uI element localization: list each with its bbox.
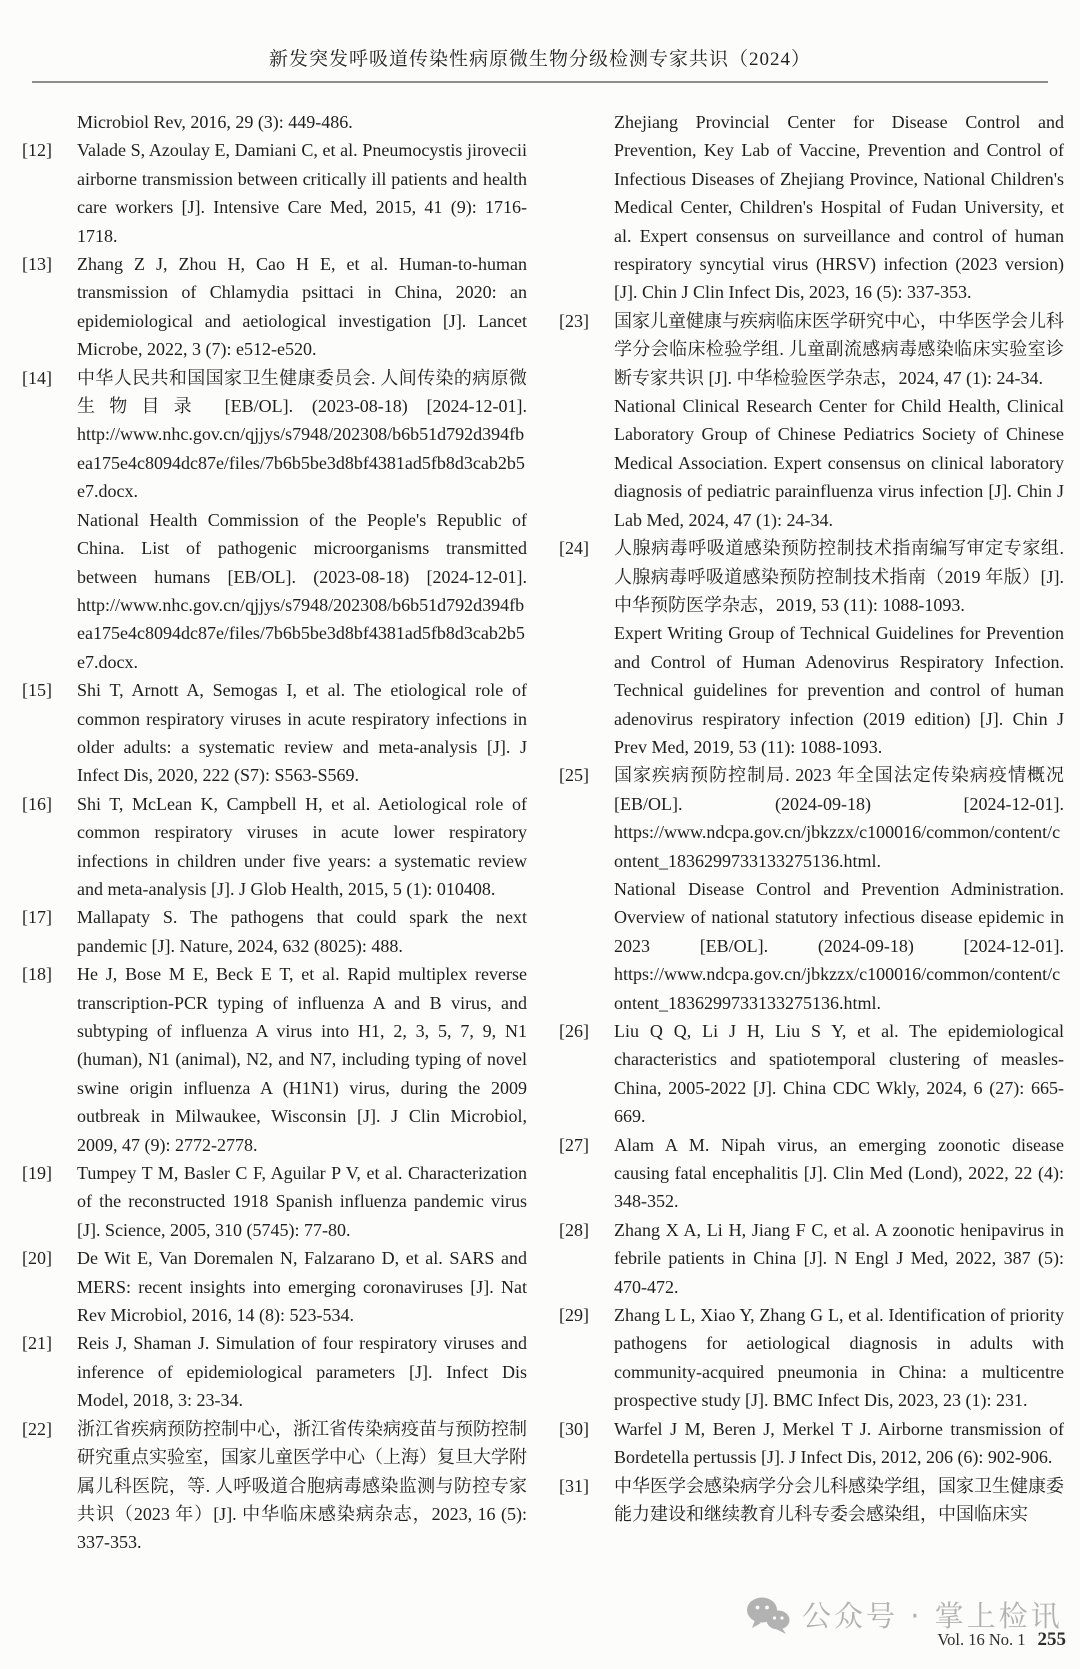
- page-header-title: 新发突发呼吸道传染性病原微生物分级检测专家共识（2024）: [268, 49, 811, 70]
- volume-label: Vol. 16 No. 1: [937, 1630, 1026, 1649]
- reference-item: [20, 1159, 527, 1244]
- reference-text: National Health Commission of the People's Republic of China. List of pathogenic microorganisms transmitted between humans [EB/OL]. (2023-08-18) [2024-12-01]. http://www.nhc.gov.cn/qjjys/s7948/202308/b6b51d792d394fbea175e4c8094dc87e/files/7b6b5be3d8bf4381ad5fb8d3cab2b5e7.docx.: [77, 509, 527, 672]
- reference-number: [29]: [559, 1305, 589, 1326]
- reference-item: [20, 903, 527, 960]
- reference-item: [20, 1244, 527, 1329]
- reference-text: 中华人民共和国国家卫生健康委员会. 人间传染的病原微生物目录 [EB/OL]. (2023-08-18) [2024-12-01]. http://www.nhc.gov.cn/qjjys/s7948/202308/b6b51d792d394fbea175e4c8094dc87e/files/7b6b5be3d8bf4381ad5fb8d3cab2b5e7.docx.: [77, 367, 527, 502]
- reference-text: Shi T, McLean K, Campbell H, et al. Aetiological role of common respiratory viruses in acute lower respiratory infections in children under five years: a systematic review and meta-analysis [J]. J Glob Health, 2015, 5 (1): 010408.: [77, 793, 527, 899]
- reference-number: [16]: [22, 793, 52, 814]
- reference-item: [20, 960, 527, 1159]
- reference-number: [17]: [22, 907, 52, 928]
- header-divider: [32, 81, 1048, 83]
- reference-text: Valade S, Azoulay E, Damiani C, et al. Pneumocystis jirovecii airborne transmission between critically ill patients and health care workers [J]. Intensive Care Med, 2015, 41 (9): 1716-1718.: [77, 140, 527, 246]
- reference-item: [557, 1216, 1064, 1301]
- reference-item: [20, 1415, 527, 1557]
- references-section: [20, 108, 1064, 1557]
- reference-text: National Clinical Research Center for Child Health, Clinical Laboratory Group of Chinese Pediatrics Society of Chinese Medical Association. Expert consensus on clinical laboratory diagnosis of pediatric parainfluenza virus infection [J]. Chin J Lab Med, 2024, 47 (1): 24-34.: [614, 396, 1064, 530]
- reference-text: National Disease Control and Prevention Administration. Overview of national statutory infectious disease epidemic in 2023 [EB/OL]. (2024-09-18) [2024-12-01]. https://www.ndcpa.gov.cn/jbkzzx/c100016/common/content/content_1836299733133275136.html.: [614, 878, 1064, 1013]
- reference-text: Zhang Z J, Zhou H, Cao H E, et al. Human-to-human transmission of Chlamydia psittaci in China, 2020: an epidemiological and aetiological investigation [J]. Lancet Microbe, 2022, 3 (7): e512-e520.: [77, 254, 527, 360]
- reference-text: He J, Bose M E, Beck E T, et al. Rapid multiplex reverse transcription-PCR typing of influenza A and B virus, and subtyping of influenza A virus into H1, 2, 3, 5, 7, 9, N1 (human), N1 (animal), N2, and N7, including typing of novel swine origin influenza A (H1N1) virus, during the 2009 outbreak in Milwaukee, Wisconsin [J]. J Clin Microbiol, 2009, 47 (9): 2772-2778.: [77, 964, 527, 1155]
- reference-text: 浙江省疾病预防控制中心，浙江省传染病疫苗与预防控制研究重点实验室，国家儿童医学中心（上海）复旦大学附属儿科医院，等. 人呼吸道合胞病毒感染监测与防控专家共识（2023 年）[J]. 中华临床感染病杂志，2023, 16 (5): 337-353.: [77, 1418, 527, 1553]
- reference-number: [21]: [22, 1333, 52, 1354]
- reference-item: [20, 790, 527, 904]
- reference-item: [557, 307, 1064, 392]
- reference-number: [27]: [559, 1134, 589, 1155]
- reference-item: [20, 1329, 527, 1414]
- reference-item: [557, 619, 1064, 761]
- references-column-left: [20, 108, 527, 1557]
- reference-text: Tumpey T M, Basler C F, Aguilar P V, et al. Characterization of the reconstructed 1918 Spanish influenza pandemic virus [J]. Science, 2005, 310 (5745): 77-80.: [77, 1163, 527, 1240]
- reference-text: De Wit E, Van Doremalen N, Falzarano D, et al. SARS and MERS: recent insights into emerging coronaviruses [J]. Nat Rev Microbiol, 2016, 14 (8): 523-534.: [77, 1248, 527, 1326]
- reference-number: [24]: [559, 538, 589, 559]
- reference-number: [25]: [559, 765, 589, 786]
- reference-item: [557, 1301, 1064, 1415]
- reference-item: [557, 1415, 1064, 1472]
- reference-text: Liu Q Q, Li J H, Liu S Y, et al. The epidemiological characteristics and spatiotemporal clustering of measles-China, 2005-2022 [J]. China CDC Wkly, 2024, 6 (27): 665-669.: [614, 1021, 1064, 1127]
- reference-number: [12]: [22, 140, 52, 161]
- reference-number: [14]: [22, 367, 52, 388]
- reference-text: Alam A M. Nipah virus, an emerging zoonotic disease causing fatal encephalitis [J]. Clin Med (Lond), 2022, 22 (4): 348-352.: [614, 1134, 1064, 1212]
- reference-item: [557, 534, 1064, 619]
- reference-item: [557, 392, 1064, 534]
- reference-text: Microbiol Rev, 2016, 29 (3): 449-486.: [77, 112, 353, 132]
- reference-text: Warfel J M, Beren J, Merkel T J. Airborne transmission of Bordetella pertussis [J]. J Infect Dis, 2012, 206 (6): 902-906.: [614, 1418, 1064, 1468]
- reference-item: [557, 1472, 1064, 1529]
- reference-number: [18]: [22, 964, 52, 985]
- reference-text: Mallapaty S. The pathogens that could spark the next pandemic [J]. Nature, 2024, 632 (8025): 488.: [77, 907, 527, 956]
- reference-text: 人腺病毒呼吸道感染预防控制技术指南编写审定专家组. 人腺病毒呼吸道感染预防控制技术指南（2019 年版）[J]. 中华预防医学杂志，2019, 53 (11): 1088-1093.: [614, 538, 1064, 615]
- reference-item: [20, 364, 527, 506]
- reference-text: Zhejiang Provincial Center for Disease Control and Prevention, Key Lab of Vaccine, Prevention and Control of Infectious Diseases of Zhejiang Province, National Children's Medical Center, Children's Hospital of Fudan University, et al. Expert consensus on surveillance and control of human respiratory syncytial virus (HRSV) infection (2023 version) [J]. Chin J Clin Infect Dis, 2023, 16 (5): 337-353.: [614, 112, 1064, 303]
- reference-item: [20, 506, 527, 676]
- reference-text: 国家儿童健康与疾病临床医学研究中心，中华医学会儿科学分会临床检验学组. 儿童副流感病毒感染临床实验室诊断专家共识 [J]. 中华检验医学杂志，2024, 47 (1): 24-34.: [614, 310, 1064, 388]
- reference-text: Expert Writing Group of Technical Guidelines for Prevention and Control of Human Adenovirus Respiratory Infection. Technical guidelines for prevention and control of human adenovirus respiratory infection (2019 edition) [J]. Chin J Prev Med, 2019, 53 (11): 1088-1093.: [614, 623, 1064, 757]
- watermark-text: 公众号 · 掌上检讯: [802, 1599, 1063, 1633]
- references-column-right: [557, 108, 1064, 1557]
- page-number: 255: [1037, 1629, 1066, 1650]
- reference-item: [20, 250, 527, 364]
- reference-item: [557, 1131, 1064, 1216]
- reference-number: [30]: [559, 1418, 589, 1439]
- reference-item: [557, 1017, 1064, 1131]
- reference-number: [28]: [559, 1219, 589, 1240]
- reference-number: [13]: [22, 254, 52, 275]
- reference-number: [20]: [22, 1248, 52, 1269]
- reference-number: [26]: [559, 1021, 589, 1041]
- reference-item: [20, 108, 527, 136]
- reference-text: Shi T, Arnott A, Semogas I, et al. The etiological role of common respiratory viruses in acute respiratory infections in older adults: a systematic review and meta-analysis [J]. J Infect Dis, 2020, 222 (S7): S563-S569.: [77, 680, 527, 786]
- reference-text: Zhang L L, Xiao Y, Zhang G L, et al. Identification of priority pathogens for aetiological diagnosis in adults with community-acquired pneumonia in China: a multicentre prospective study [J]. BMC Infect Dis, 2023, 23 (1): 231.: [614, 1305, 1064, 1411]
- reference-text: Reis J, Shaman J. Simulation of four respiratory viruses and inference of epidemiological parameters [J]. Infect Dis Model, 2018, 3: 23-34.: [77, 1333, 527, 1411]
- reference-item: [20, 136, 527, 250]
- reference-text: 中华医学会感染病学分会儿科感染学组，国家卫生健康委能力建设和继续教育儿科专委会感染组，中国临床实: [614, 1475, 1064, 1524]
- reference-number: [15]: [22, 680, 52, 701]
- reference-item: [557, 108, 1064, 307]
- reference-text: Zhang X A, Li H, Jiang F C, et al. A zoonotic henipavirus in febrile patients in China [J]. N Engl J Med, 2022, 387 (5): 470-472.: [614, 1219, 1064, 1297]
- reference-number: [22]: [22, 1418, 52, 1439]
- footer-volume-line: [937, 1629, 1066, 1651]
- reference-number: [19]: [22, 1163, 52, 1184]
- reference-number: [31]: [559, 1475, 589, 1496]
- wechat-icon: [746, 1596, 792, 1634]
- reference-number: [23]: [559, 310, 589, 331]
- reference-item: [557, 761, 1064, 875]
- reference-item: [557, 875, 1064, 1017]
- reference-text: 国家疾病预防控制局. 2023 年全国法定传染病疫情概况 [EB/OL]. (2024-09-18) [2024-12-01]. https://www.ndcpa.gov.cn/jbkzzx/c100016/common/content/content_1836299733133275136.html.: [614, 765, 1064, 871]
- reference-item: [20, 676, 527, 790]
